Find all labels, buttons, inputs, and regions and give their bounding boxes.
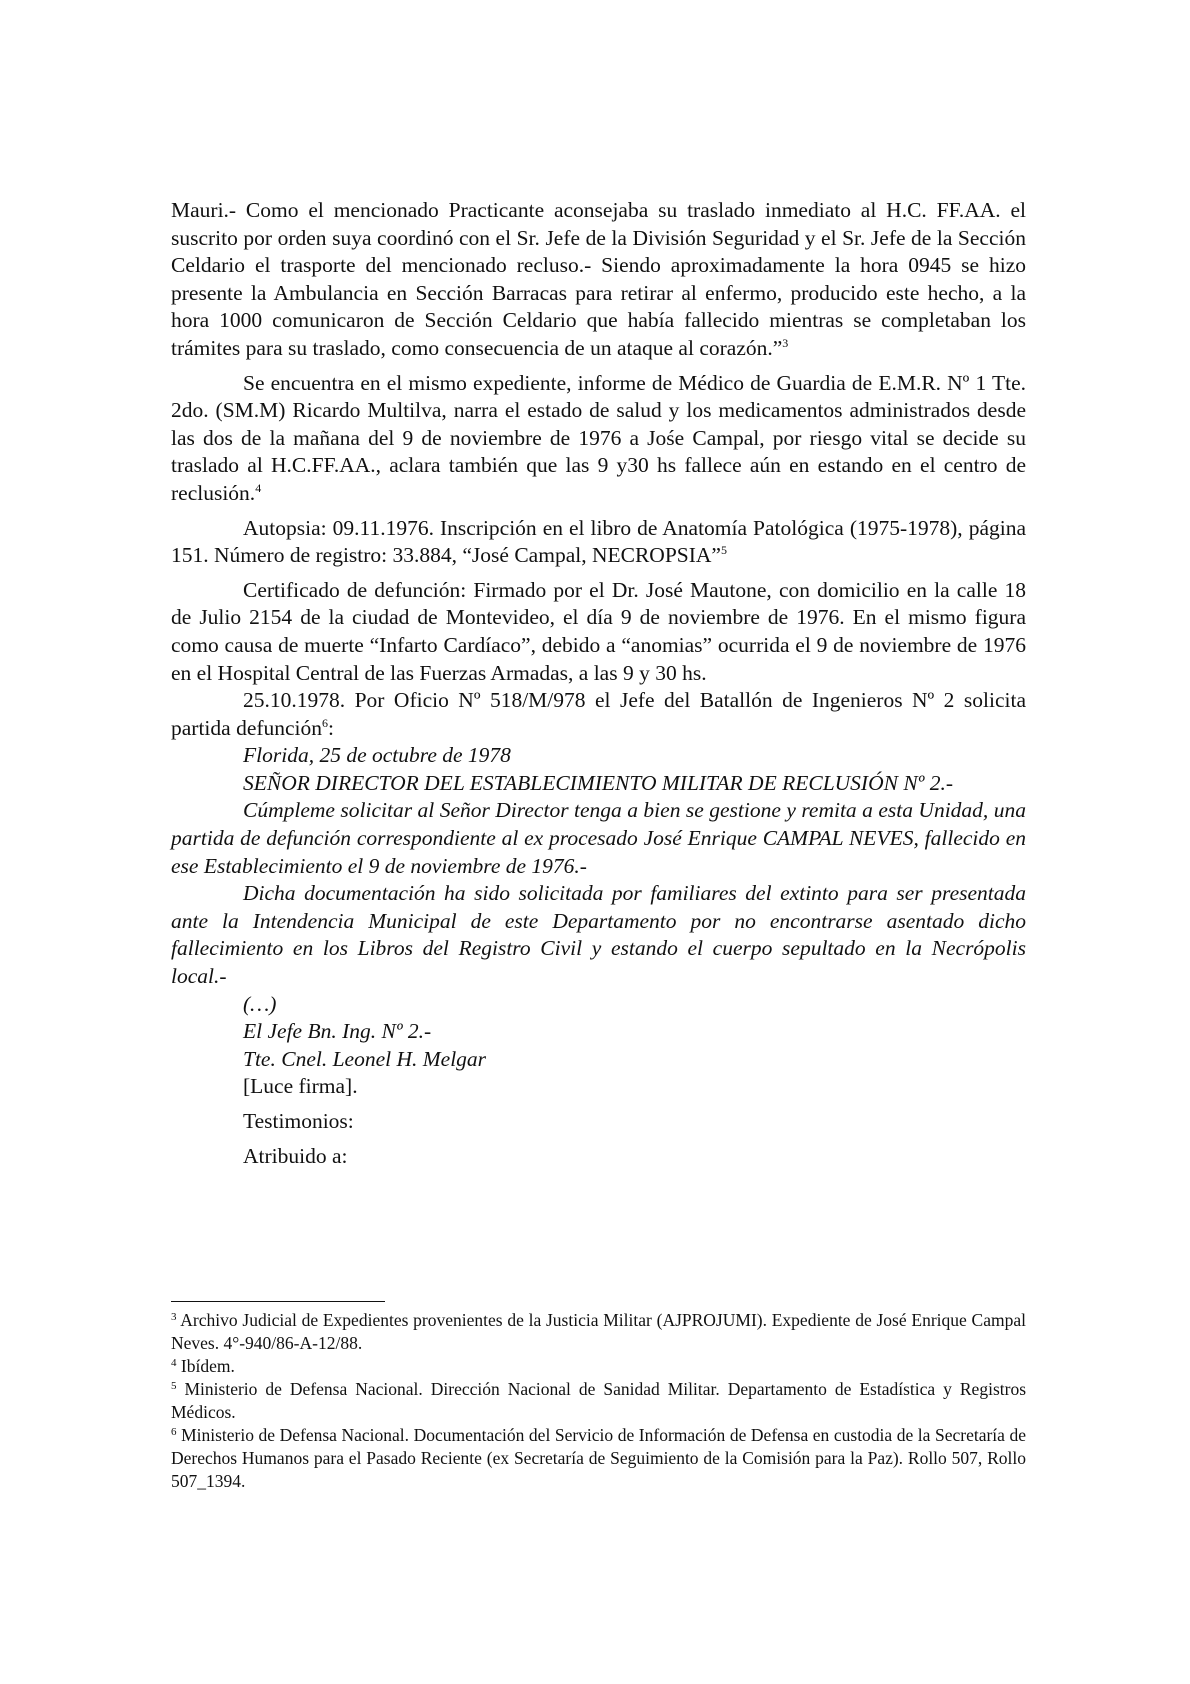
footnote bbox=[171, 1309, 1026, 1355]
footnote-text: Ministerio de Defensa Nacional. Documentación del Servicio de Información de Defensa en custodia de la Secretaría de Derechos Humanos para el Pasado Reciente (ex Secretaría de Seguimiento de la Comisión para la Paz). Rollo 507, Rollo 507_1394. bbox=[171, 1425, 1027, 1491]
signature-note: [Luce firma]. bbox=[243, 1074, 358, 1099]
paragraph-quote-end bbox=[171, 197, 1026, 363]
footnote-ref[interactable]: 4 bbox=[255, 480, 262, 495]
quote-signer-title: El Jefe Bn. Ing. Nº 2.- bbox=[243, 1019, 432, 1044]
footnote-ref[interactable]: 3 bbox=[782, 335, 789, 350]
paragraph-autopsy bbox=[171, 515, 1026, 570]
paragraph-text: Mauri.- Como el mencionado Practicante aconsejaba su traslado inmediato al H.C. FF.AA. el suscrito por orden suya coordinó con el Sr. Jefe de la División Seguridad y el Sr. Jefe de la Sección Celdario el trasporte del mencionado recluso.- Siendo aproximadamente la hora 0945 se hizo presente la Ambulancia en Sección Barracas para retirar al enfermo, producido este hecho, a la hora 1000 comunicaron de Sección Celdario que había fallecido mientras se completaban los trámites para su traslado, como consecuencia de un ataque al corazón.” bbox=[171, 198, 1026, 360]
quote-date: Florida, 25 de octubre de 1978 bbox=[243, 743, 511, 768]
paragraph-medical-report bbox=[171, 370, 1026, 508]
document-body bbox=[171, 197, 1026, 1170]
footnote bbox=[171, 1378, 1026, 1424]
paragraph-text: Certificado de defunción: Firmado por el Dr. José Mautone, con domicilio en la calle 18 de Julio 2154 de la ciudad de Montevideo, el día 9 de noviembre de 1976. En el mismo figura como causa de muerte “Infarto Cardíaco”, debido a “anomias” ocurrida el 9 de noviembre de 1976 en el Hospital Central de las Fuerzas Armadas, a las 9 y 30 hs. bbox=[171, 577, 1026, 685]
quote-paragraph: Cúmpleme solicitar al Señor Director tenga a bien se gestione y remita a esta Unidad, una partida de defunción correspondiente al ex procesado José Enrique CAMPAL NEVES, fallecido en ese Establecimiento el 9 de noviembre de 1976.- bbox=[171, 798, 1026, 878]
quote-ellipsis: (…) bbox=[243, 991, 277, 1016]
paragraph-text-end: : bbox=[328, 715, 335, 740]
footnote-text: Ministerio de Defensa Nacional. Dirección Nacional de Sanidad Militar. Departamento de Estadística y Registros Médicos. bbox=[171, 1379, 1027, 1422]
quote-paragraph: Dicha documentación ha sido solicitada por familiares del extinto para ser presentada ante la Intendencia Municipal de este Departamento por no encontrarse asentado dicho fallecimiento en los Libros del Registro Civil y estando el cuerpo sepultado en la Necrópolis local.- bbox=[171, 881, 1026, 989]
paragraph-text: Autopsia: 09.11.1976. Inscripción en el libro de Anatomía Patológica (1975-1978), página 151. Número de registro: 33.884, “José Campal, NECROPSIA” bbox=[171, 515, 1026, 568]
footnote-number: 6 bbox=[171, 1426, 177, 1438]
footnote bbox=[171, 1424, 1026, 1493]
footnote-text: Ibídem. bbox=[180, 1356, 235, 1376]
atribuido-label: Atribuido a: bbox=[243, 1143, 348, 1168]
paragraph-text: 25.10.1978. Por Oficio Nº 518/M/978 el Jefe del Batallón de Ingenieros Nº 2 solicita partida defunción bbox=[171, 688, 1026, 740]
footnotes bbox=[171, 1309, 1026, 1493]
paragraph-death-certificate bbox=[171, 577, 1026, 687]
footnote-ref[interactable]: 5 bbox=[720, 543, 727, 558]
footnote-number: 3 bbox=[171, 1311, 177, 1323]
quote-addressee: SEÑOR DIRECTOR DEL ESTABLECIMIENTO MILITAR DE RECLUSIÓN Nº 2.- bbox=[243, 770, 954, 795]
footnote-number: 5 bbox=[171, 1380, 177, 1392]
paragraph-text: Se encuentra en el mismo expediente, informe de Médico de Guardia de E.M.R. Nº 1 Tte. 2do. (SM.M) Ricardo Multilva, narra el estado de salud y los medicamentos administrados desde las dos de la mañana del 9 de noviembre de 1976 a Jośe Campal, por riesgo vital se decide su traslado al H.C.FF.AA., aclara también que las 9 y30 hs fallece aún en estando en el centro de reclusión. bbox=[171, 370, 1026, 505]
quote-signer-name: Tte. Cnel. Leonel H. Melgar bbox=[243, 1046, 487, 1071]
footnote-number: 4 bbox=[171, 1357, 177, 1369]
testimonios-label: Testimonios: bbox=[243, 1109, 354, 1133]
footnote-text: Archivo Judicial de Expedientes provenientes de la Justicia Militar (AJPROJUMI). Expediente de José Enrique Campal Neves. 4°-940/86-A-12/88. bbox=[171, 1310, 1026, 1353]
footnote-separator bbox=[171, 1301, 385, 1302]
footnote bbox=[171, 1355, 1026, 1378]
footnote-ref[interactable]: 6 bbox=[322, 715, 329, 730]
paragraph-official-letter bbox=[171, 687, 1026, 742]
